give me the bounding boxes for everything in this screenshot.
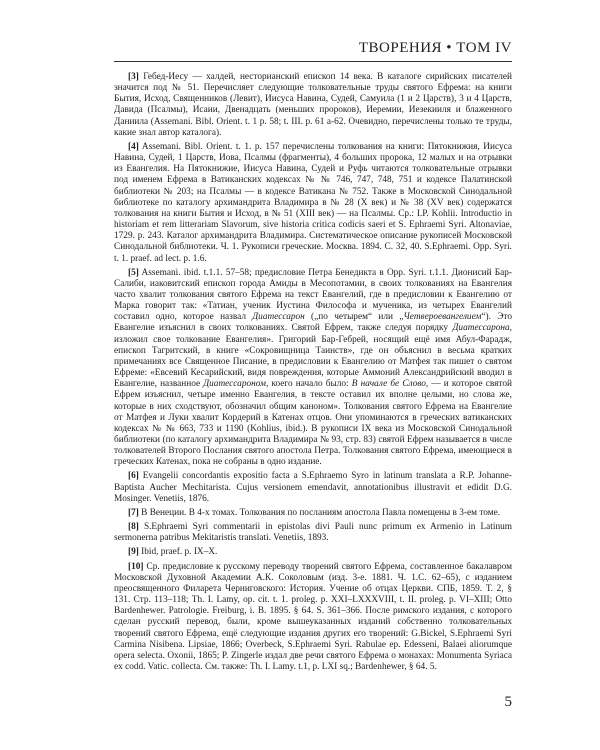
footnote-text: Evangelii concordantis expositio facta a S.Ephraemo Syro in latinum translata a R.P. Johanne-Baptista Aucher Mechitarista. Cujus versionem emendavit, annotationibus illustravit et edidit D.G. Mosinger. Venetiis, 1876. [114, 471, 512, 504]
footnote-number: [3] [128, 72, 139, 82]
running-header: ТВОРЕНИЯ • ТОМ IV [358, 40, 512, 56]
italic-term: В начале бе Слово [351, 379, 426, 390]
footnote-text: S.Ephraemi Syri commentarii in epistolas divi Pauli nunc primum ex Armenio in Latinum sermonerna patribus Mekitaristis translati. Venetiis, 1893. [114, 522, 512, 544]
footnote-text: Assemani. Bibl. Orient. t. 1. p. 157 перечислены толкования на книги: Пятокнижия, Иисуса Навина, Судей, 1 Царств, Иова, Псалмы (фрагменты), 4 больших пророка, 12 малых и на отрывки из Евангелия. На Пятокнижие, Иисуса Навина, Судей и Руфь читаются толковательные отрывки под именем Ефрема в Ватиканских кодексах № № 746, 747, 748, 751 и кодексе Палатинской библиотеки № 203; на Псалмы — в кодексе Ватикана № 752. Также в Московской Синодальной библиотеке по каталогу архимандрита Владимира в № 28 (X век) и № 38 (XV век) содержатся толкования на книги Бытия и Исход, в № 51 (XIII век) — на Псалмы. Ср.: I.P. Kohlii. Introductio in historiam et rem litterariam Slavorum, sive historia critica codicis saeri et S. Ephraemi Syri. Altonaviae, 1729. p. 243. Каталог архимандрита Владимира. Систематическое описание рукописей Московской Синодальной библиотеки. Ч. 1. Рукописи греческие. Москва. 1894. С. 32, 40. S.Ephraemi. Opp. Syri. t. 1. praef. ad lect. p. 1.6. [114, 141, 512, 264]
footnote-9 [114, 547, 512, 558]
header-rule [114, 61, 512, 62]
footnote-number: [9] [128, 547, 139, 558]
footnote-text: („по четырем“ или „ [304, 312, 404, 323]
italic-term: Диатессарон [252, 312, 305, 323]
footnote-5 [114, 268, 512, 469]
footnote-text: , коего начало было: [265, 379, 352, 390]
footnote-4 [114, 142, 512, 265]
page-number: 5 [504, 694, 512, 710]
footnotes-body [114, 72, 512, 676]
footnote-number: [5] [128, 267, 139, 278]
footnote-text: “). Это Евангелие изъяснил в своих толкованиях. Святой Ефрем, также следуя порядку [114, 312, 512, 334]
footnote-3 [114, 72, 512, 139]
footnote-number: [10] [128, 561, 144, 572]
footnote-text: , — и которое святой Ефрем изъяснил, четыре именно Евангелия, в тексте оставил их вполне целыми, но слова же, которые в них сходствуют, обозначил общим каноном». Толкования святого Ефрема на Евангелие от Матфея и Луки хвалит Кордерий в Катенах отцов. Они упоминаются в греческих ватиканских кодексах № № 663, 733 и 1190 (Kohlius, ibid.). В рукописи IX века из Московской Синодальной библиотеки (по каталогу архимандрита Владимира № 93, стр. 83) святой Ефрем называется в числе толкователей Второго Послания святого апостола Петра. Толкования святого Ефрема, имеющиеся в греческих Катенах, пока не собраны в одно издание. [114, 379, 512, 468]
footnote-8 [114, 522, 512, 544]
footnote-7 [114, 508, 512, 519]
italic-term: Диатессарона [452, 323, 510, 334]
italic-term: Четвероевангелием [403, 312, 482, 323]
footnote-text: Гебед-Иесу — халдей, несторианский епископ 14 века. В каталоге сирийских писателей значится под № 51. Перечисляет следующие толковательные труды святого Ефрема: на книги Бытия, Исход, Священников (Левит), Иисуса Навина, Судей, Самуила (1 и 2 Царств), 3 и 4 Царств, Давида (Псалмы), Исаии, Двенадцать (меньших пророков), Иеремии, Иезекииля и блаженного Даниила (Assemani. Bibl. Orient. t. 1 p. 58; t. III. p. 61 a-62. Очевидно, перечислены только те труды, какие знал автор каталога). [114, 72, 513, 138]
footnote-text: Ср. предисловие к русскому переводу творений святого Ефрема, составленное бакалавром Московской Духовной Академии А.К. Соколовым (изд. 3-е. 1881. Ч. 1.С. 62–65), с изданием преосвященного Филарета Черниговского: История. Учение об отцах Церкви. СПБ, 1859. Т. 2, § 131. Стр. 113–118; Th. I. Lamy, op. cit. t. 1. proleg. p. XXI–LXXXVIII, t. II. proleg. p. VI–XIII; Otto Bardenhewer. Patrologie. Freiburg, i. B. 1895. § 64. S. 361–366. После римского издания, с которого сделан русский перевод, были, кроме вышеуказанных изданий собственно толковательных творений святого Ефрема, ещё следующие издания других его творений: G.Bickel, S.Ephraemi Syri Carmina Nisibena. Lipsiae, 1866; Overbeck, S.Ephraemi Syri. Rabulae ep. Edesseni, Balaei aliorumque opera selecta. Oxonii, 1865; P. Zingerle издал две речи святого Ефрема о монахах: Monumenta Syriaca ex codd. Vatic. collecta. См. также: Th. I. Lamy. t.1, p. LXI sq.; Bardenhewer, § 64. 5. [114, 561, 512, 672]
footnote-number: [4] [128, 141, 139, 152]
footnote-number: [6] [128, 471, 139, 482]
italic-term: Диатессароном [203, 379, 266, 390]
footnote-text: Ibid, praef. p. IX–X. [141, 547, 218, 558]
footnote-text: В Венеции. В 4-х томах. Толкования по посланиям апостола Павла помещены в 3-ем томе. [141, 507, 501, 518]
footnote-number: [7] [128, 507, 139, 518]
footnote-text: Assemani. ibid. t.1.1. 57–58; предисловие Петра Бенедикта в Opp. Syri. t.1.1. Дионисий Бар-Салиби, иаковитский епископ города Амиды в Месопотамии, в своих толкованиях на Евангелия часто хвалит толкования святого Ефрема на текст Евангелий, где в предисловии к Евангелию от Марка говорит так: «Татиан, ученик Иустина Философа и мученика, из четырех Евангелий составил одно, которое назвал [114, 267, 512, 323]
footnote-6 [114, 471, 512, 504]
footnote-text: , изложил свое толкование Евангелия». Григорий Бар-Гебрей, носящий ещё имя Абул-Фарадж, епископ Тагритский, в книге «Сокровищница Таинств», где он объяснил в весьма кратких примечаниях все Священное Писание, в предисловии к Евангелию от Матфея так пишет о святом Ефреме: «Евсевий Кесарийский, видя повреждения, которые Аммоний Александрийский вводил в Евангелие, названное [114, 323, 512, 390]
footnote-number: [8] [128, 522, 139, 533]
footnote-10 [114, 562, 512, 674]
